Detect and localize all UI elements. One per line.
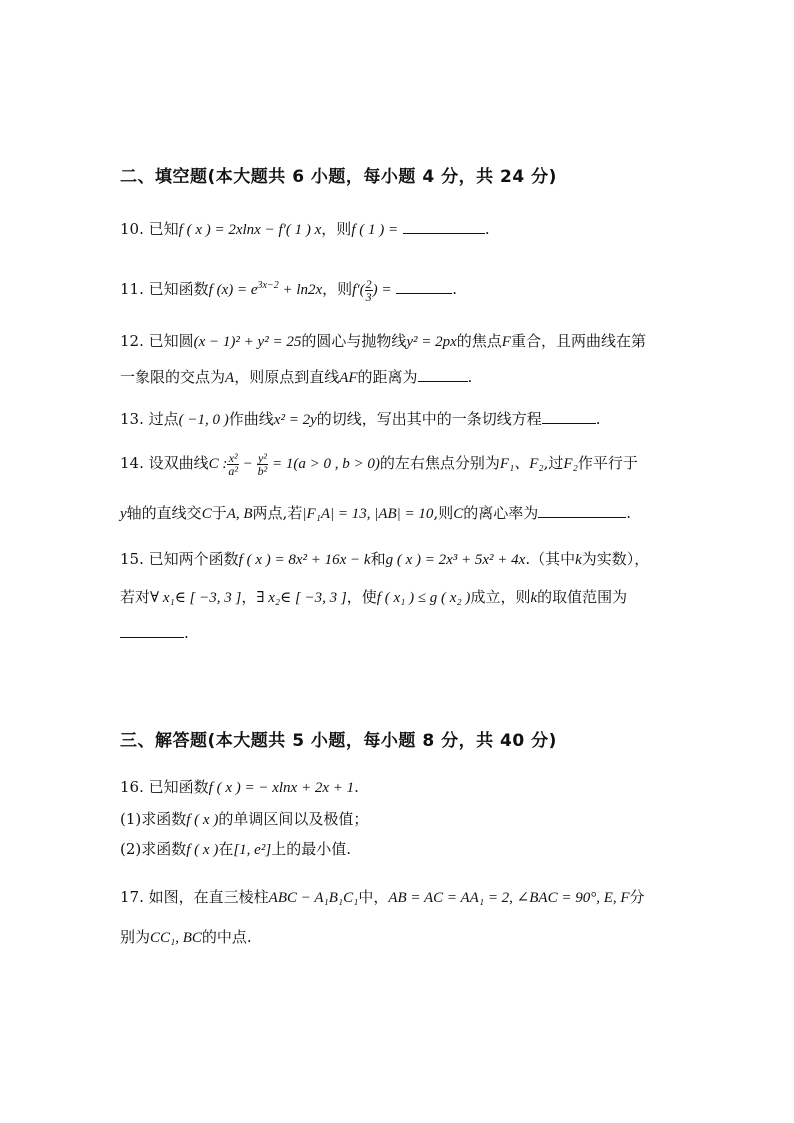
question-10: 10. 已知f ( x ) = 2xlnx − f′( 1 ) x，则f ( 1 ) = . (120, 220, 490, 238)
math-expression: AB = AC = AA₁ = 2, ∠BAC = 90°, E, F (388, 890, 630, 906)
question-11: 11. 已知函数f $(x) = e^{3x-2} + \ln 2x$，则f′( $\frac{2}{3}$ ) = . (120, 277, 458, 305)
question-number: 10. (120, 220, 144, 238)
math-expression: ( −1, 0 ) (178, 412, 229, 428)
math-expression: |F₁A| = 13, |AB| = 10 (302, 506, 434, 522)
math-expression: f ( x ) = − xlnx + 2x + 1 (208, 780, 355, 796)
answer-blank[interactable] (396, 281, 452, 294)
question-17: 17. 如图，在直三棱柱ABC − A₁B₁C₁中，AB = AC = AA₁ = 2, ∠BAC = 90°, E, F分 (120, 888, 645, 906)
question-16-part1: (1)求函数f ( x )的单调区间以及极值； (120, 810, 369, 828)
math-expression: f′( $\frac{2}{3}$ ) = (352, 277, 392, 305)
math-expression: f ( x ) = 8x² + 16x − k (238, 552, 371, 568)
question-16-part2: (2)求函数f ( x )在[1, e²]上的最小值. (120, 840, 351, 858)
question-number: 16. (120, 778, 144, 796)
question-number: 17. (120, 888, 144, 906)
question-16: 16. 已知函数f ( x ) = − xlnx + 2x + 1. (120, 778, 359, 796)
question-number: 12. (120, 332, 144, 350)
question-15-line3: . (120, 624, 189, 642)
math-expression: (x − 1)² + y² = 25 (193, 334, 302, 350)
section-title-fill-blank: 二、填空题(本大题共 6 小题，每小题 4 分，共 24 分) (120, 167, 557, 187)
question-12: 12. 已知圆(x − 1)² + y² = 25的圆心与抛物线y² = 2px的焦点F重合，且两曲线在第 (120, 332, 646, 350)
question-17-line2: 别为CC₁, BC的中点. (120, 928, 252, 946)
math-expression: f $(x) = e^{3x-2} + \ln 2x$ (208, 280, 323, 298)
question-number: 13. (120, 410, 144, 428)
question-13: 13. 过点( −1, 0 )作曲线x² = 2y的切线，写出其中的一条切线方程 . (120, 410, 601, 428)
answer-blank[interactable] (403, 221, 485, 234)
question-14-line2: y轴的直线交C于A, B两点,若|F₁A| = 13, |AB| = 10,则C的离心率为 . (120, 504, 632, 522)
math-expression: y² = 2px (406, 334, 457, 350)
question-15: 15. 已知两个函数f ( x ) = 8x² + 16x − k和g ( x ) = 2x³ + 5x² + 4x.（其中k为实数）， (120, 550, 650, 568)
math-expression: f ( 1 ) = (351, 222, 399, 238)
answer-blank[interactable] (538, 505, 626, 518)
question-number: 11. (120, 280, 144, 298)
section-title-solutions: 三、解答题(本大题共 5 小题，每小题 8 分，共 40 分) (120, 731, 557, 751)
question-number: 14. (120, 454, 144, 472)
answer-blank[interactable] (418, 369, 468, 382)
question-number: 15. (120, 550, 144, 568)
math-expression: g ( x ) = 2x³ + 5x² + 4x (385, 552, 526, 568)
question-12-line2: 一象限的交点为A，则原点到直线AF的距离为 . (120, 368, 473, 386)
math-expression: ABC − A₁B₁C₁ (268, 890, 359, 906)
math-expression: f ( x ) = 2xlnx − f′( 1 ) x (178, 222, 322, 238)
question-14: 14. 设双曲线C : $\frac{\text{x²}}{\text{a²}}$ − $\frac{\text{y²}}{\text{b²}}$ = 1(a > 0 , b > 0)的左右焦点分别为F₁、F₂,过F₂作平行于 (120, 451, 638, 479)
math-expression: C : $\frac{\text{x²}}{\text{a²}}$ − $\frac{\text{y²}}{\text{b²}}$ = 1(a > 0 , b > 0) (208, 451, 380, 479)
answer-blank[interactable] (542, 411, 596, 424)
answer-blank[interactable] (120, 625, 184, 638)
math-expression: x² = 2y (273, 412, 317, 428)
question-15-line2: 若对∀ x₁∈ [ −3, 3 ]，∃ x₂∈ [ −3, 3 ]，使f ( x₁ ) ≤ g ( x₂ )成立，则k的取值范围为 (120, 588, 628, 606)
